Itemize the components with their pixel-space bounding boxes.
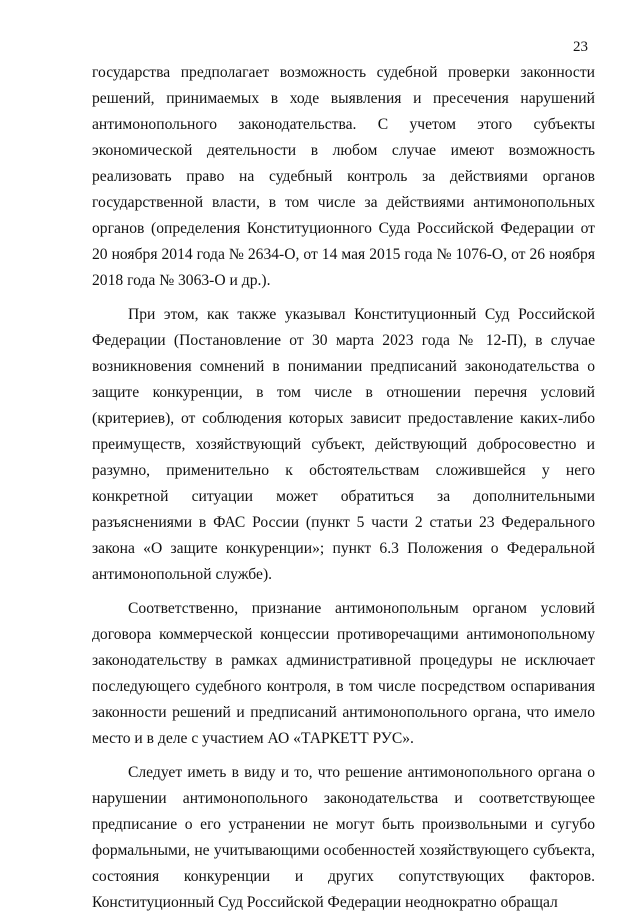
paragraph: Следует иметь в виду и то, что решение антимонопольного органа о нарушении антимонопольного законодательства и соответствующее предписание о его устранении не могут быть произвольными и сугубо формальными, не учитывающими особенностей хозяйствующего субъекта, состояния конкуренции и других сопутствующих факторов. Конституционный Суд Российской Федерации неоднократно обращал: [92, 764, 595, 911]
page-number: 23: [573, 39, 588, 55]
paragraph: Соответственно, признание антимонопольным органом условий договора коммерческой концессии противоречащими антимонопольному законодательству в рамках административной процедуры не исключает последующего судебного контроля, в том числе посредством оспаривания законности решений и предписаний антимонопольного органа, что имело место и в деле с участием АО «ТАРКЕТТ РУС».: [92, 600, 595, 747]
document-body: [92, 60, 595, 916]
paragraph-continuation: государства предполагает возможность судебной проверки законности решений, принимаемых в ходе выявления и пресечения нарушений антимонопольного законодательства. С учетом этого субъекты экономической деятельности в любом случае имеют возможность реализовать право на судебный контроль за действиями органов государственной власти, в том числе за действиями антимонопольных органов (определения Конституционного Суда Российской Федерации от 20 ноября 2014 года № 2634-О, от 14 мая 2015 года № 1076-О, от 26 ноября 2018 года № 3063-О и др.).: [92, 64, 595, 289]
paragraph: При этом, как также указывал Конституционный Суд Российской Федерации (Постановление от 30 марта 2023 года № 12-П), в случае возникновения сомнений в понимании предписаний законодательства о защите конкуренции, в том числе в отношении перечня условий (критериев), от соблюдения которых зависит предоставление каких-либо преимуществ, хозяйствующий субъект, действующий добросовестно и разумно, применительно к обстоятельствам сложившейся у него конкретной ситуации может обратиться за дополнительными разъяснениями в ФАС России (пункт 5 части 2 статьи 23 Федерального закона «О защите конкуренции»; пункт 6.3 Положения о Федеральной антимонопольной службе).: [92, 306, 595, 583]
